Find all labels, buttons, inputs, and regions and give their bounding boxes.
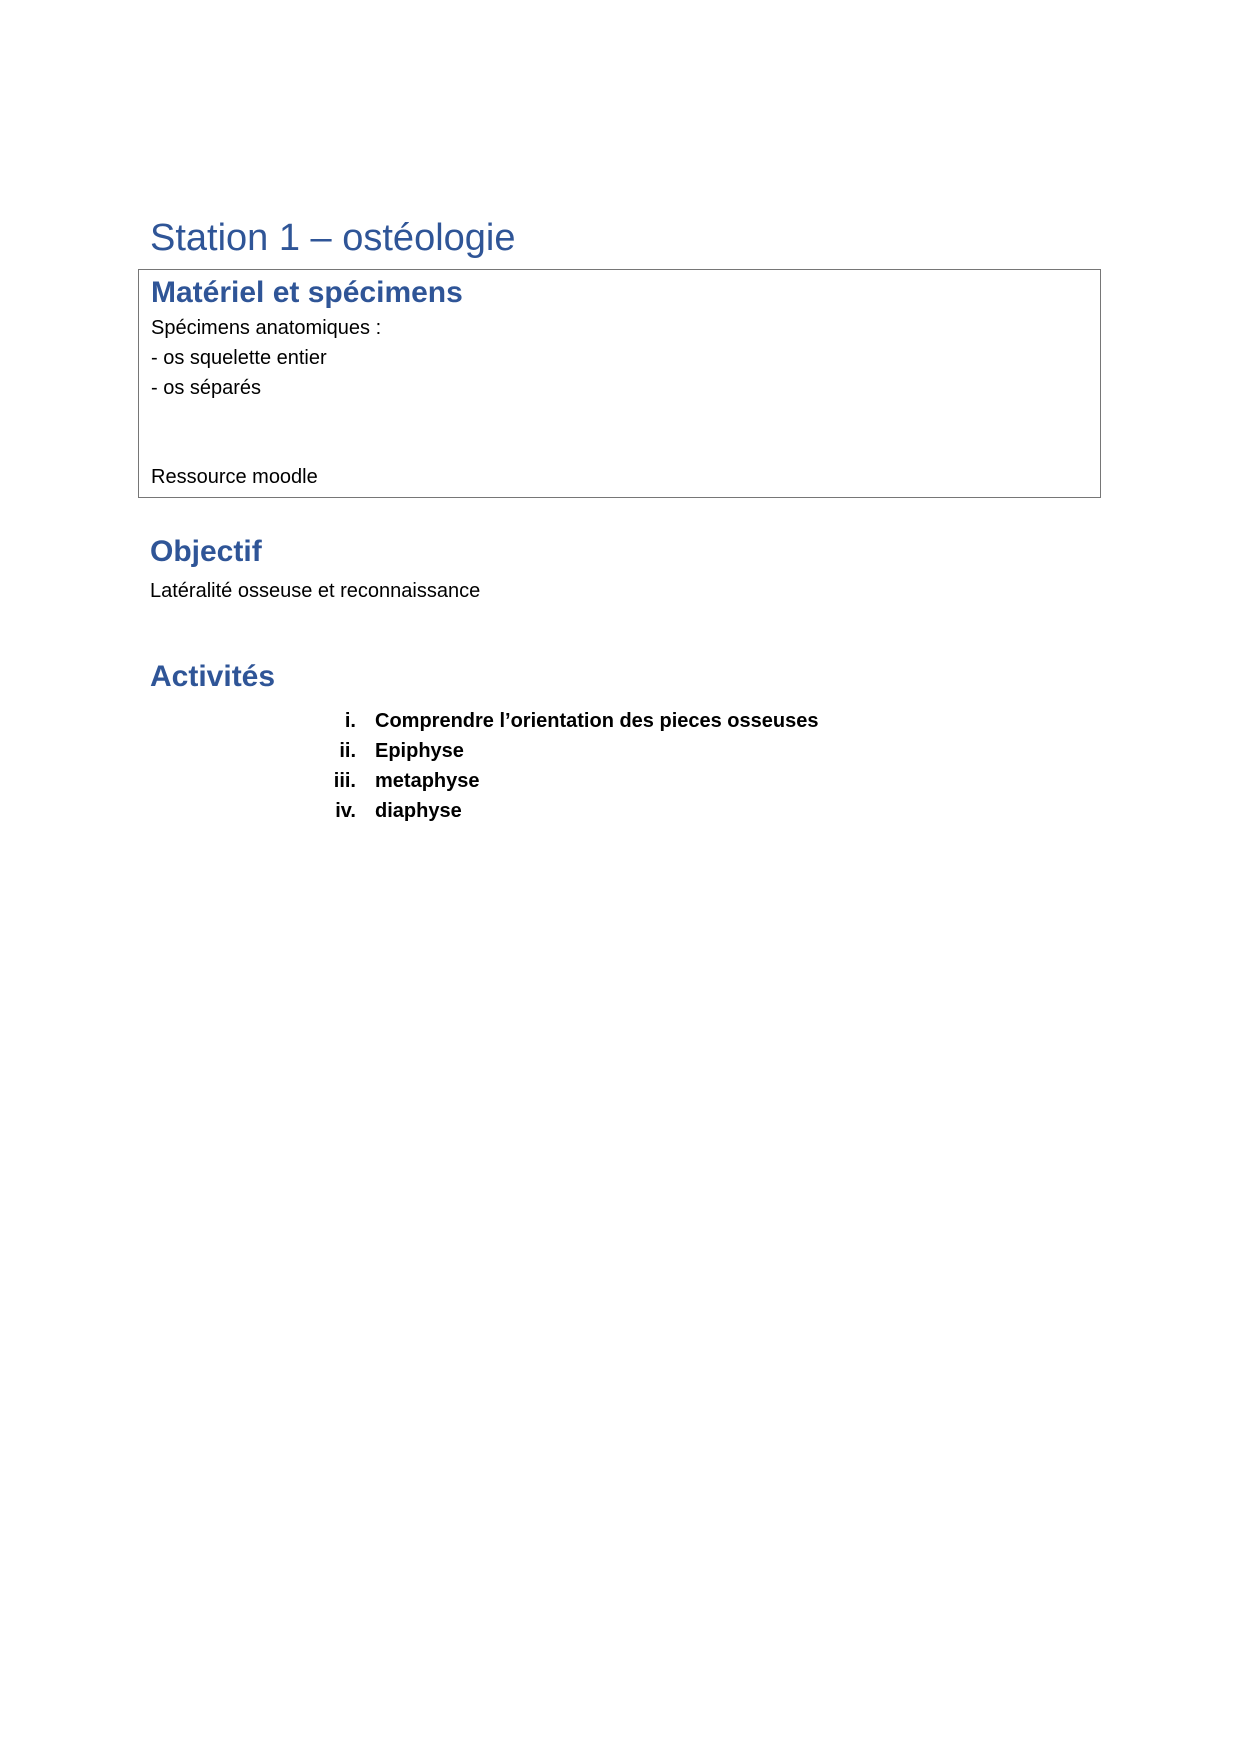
list-item (300, 766, 818, 796)
list-item (300, 736, 818, 766)
materials-line: - os squelette entier (151, 347, 327, 369)
materials-line: - os séparés (151, 377, 262, 399)
list-item-number: iv. (335, 800, 356, 822)
list-item-number: i. (344, 710, 356, 732)
list-item-number: ii. (339, 740, 356, 762)
objective-heading: Objectif (150, 535, 262, 568)
materials-line: Spécimens anatomiques : (151, 317, 382, 339)
materials-resource-line: Ressource moodle (151, 466, 318, 488)
activities-heading: Activités (150, 660, 276, 693)
list-item (300, 796, 818, 826)
list-item-label: diaphyse (375, 800, 462, 822)
list-item (300, 706, 818, 736)
list-item-label: metaphyse (375, 770, 480, 792)
page-title: Station 1 – ostéologie (150, 217, 516, 259)
list-item-label: Comprendre l’orientation des pieces osseuses (375, 710, 819, 732)
activities-list (300, 706, 818, 826)
objective-text: Latéralité osseuse et reconnaissance (150, 580, 481, 602)
materials-box (138, 269, 1101, 498)
list-item-number: iii. (333, 770, 356, 792)
materials-heading: Matériel et spécimens (151, 276, 463, 309)
list-item-label: Epiphyse (375, 740, 464, 762)
